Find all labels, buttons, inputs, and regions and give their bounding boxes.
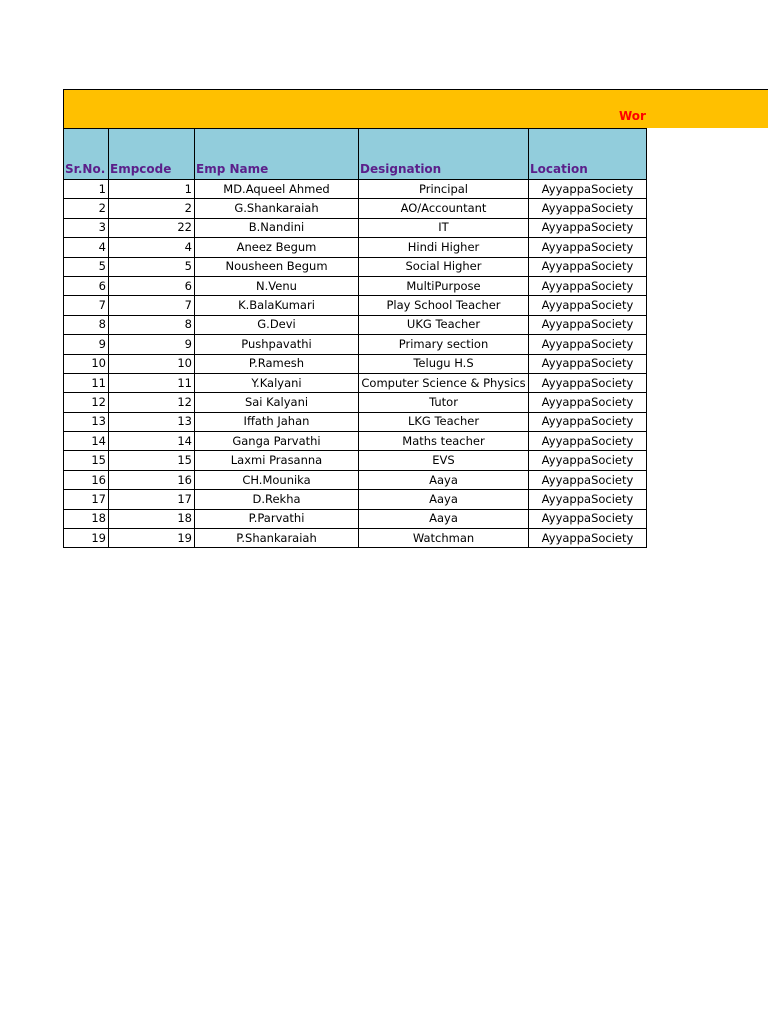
cell-empcode[interactable]: 22 bbox=[109, 218, 195, 237]
title-text: Wor bbox=[619, 109, 646, 123]
cell-emp-name[interactable]: Nousheen Begum bbox=[195, 257, 359, 276]
cell-location[interactable]: AyyappaSociety bbox=[529, 335, 647, 354]
cell-empcode[interactable]: 10 bbox=[109, 354, 195, 373]
cell-srno[interactable]: 10 bbox=[64, 354, 109, 373]
header-empcode[interactable]: Empcode bbox=[109, 129, 195, 180]
table-body bbox=[64, 180, 647, 548]
cell-emp-name[interactable]: K.BalaKumari bbox=[195, 296, 359, 315]
table-row bbox=[64, 218, 647, 237]
table-row bbox=[64, 432, 647, 451]
cell-designation[interactable]: Tutor bbox=[359, 393, 529, 412]
cell-designation[interactable]: Computer Science & Physics bbox=[359, 373, 529, 392]
cell-empcode[interactable]: 1 bbox=[109, 180, 195, 199]
cell-srno[interactable]: 7 bbox=[64, 296, 109, 315]
cell-empcode[interactable]: 14 bbox=[109, 432, 195, 451]
cell-empcode[interactable]: 2 bbox=[109, 199, 195, 218]
cell-empcode[interactable]: 6 bbox=[109, 276, 195, 295]
cell-designation[interactable]: Principal bbox=[359, 180, 529, 199]
cell-empcode[interactable]: 9 bbox=[109, 335, 195, 354]
cell-designation[interactable]: EVS bbox=[359, 451, 529, 470]
cell-emp-name[interactable]: Y.Kalyani bbox=[195, 373, 359, 392]
cell-emp-name[interactable]: Iffath Jahan bbox=[195, 412, 359, 431]
cell-emp-name[interactable]: P.Ramesh bbox=[195, 354, 359, 373]
cell-emp-name[interactable]: G.Devi bbox=[195, 315, 359, 334]
cell-designation[interactable]: Maths teacher bbox=[359, 432, 529, 451]
cell-empcode[interactable]: 19 bbox=[109, 529, 195, 548]
cell-location[interactable]: AyyappaSociety bbox=[529, 218, 647, 237]
table-row bbox=[64, 373, 647, 392]
cell-empcode[interactable]: 16 bbox=[109, 470, 195, 489]
header-empname[interactable]: Emp Name bbox=[195, 129, 359, 180]
cell-designation[interactable]: UKG Teacher bbox=[359, 315, 529, 334]
cell-emp-name[interactable]: D.Rekha bbox=[195, 490, 359, 509]
table-row bbox=[64, 180, 647, 199]
cell-location[interactable]: AyyappaSociety bbox=[529, 199, 647, 218]
cell-srno[interactable]: 11 bbox=[64, 373, 109, 392]
cell-srno[interactable]: 18 bbox=[64, 509, 109, 528]
cell-empcode[interactable]: 8 bbox=[109, 315, 195, 334]
cell-emp-name[interactable]: P.Parvathi bbox=[195, 509, 359, 528]
cell-srno[interactable]: 9 bbox=[64, 335, 109, 354]
table-row bbox=[64, 451, 647, 470]
table-row bbox=[64, 335, 647, 354]
cell-location[interactable]: AyyappaSociety bbox=[529, 180, 647, 199]
cell-location[interactable]: AyyappaSociety bbox=[529, 412, 647, 431]
cell-emp-name[interactable]: CH.Mounika bbox=[195, 470, 359, 489]
cell-empcode[interactable]: 13 bbox=[109, 412, 195, 431]
cell-srno[interactable]: 5 bbox=[64, 257, 109, 276]
header-row bbox=[64, 129, 647, 180]
employee-table bbox=[63, 128, 647, 548]
table-row bbox=[64, 315, 647, 334]
cell-empcode[interactable]: 11 bbox=[109, 373, 195, 392]
table-row bbox=[64, 257, 647, 276]
cell-location[interactable]: AyyappaSociety bbox=[529, 451, 647, 470]
cell-designation[interactable]: Play School Teacher bbox=[359, 296, 529, 315]
cell-designation[interactable]: Hindi Higher bbox=[359, 238, 529, 257]
cell-designation[interactable]: IT bbox=[359, 218, 529, 237]
cell-empcode[interactable]: 5 bbox=[109, 257, 195, 276]
cell-srno[interactable]: 13 bbox=[64, 412, 109, 431]
cell-location[interactable]: AyyappaSociety bbox=[529, 432, 647, 451]
table-row bbox=[64, 393, 647, 412]
cell-designation[interactable]: Aaya bbox=[359, 490, 529, 509]
cell-srno[interactable]: 16 bbox=[64, 470, 109, 489]
cell-emp-name[interactable]: MD.Aqueel Ahmed bbox=[195, 180, 359, 199]
cell-srno[interactable]: 17 bbox=[64, 490, 109, 509]
cell-emp-name[interactable]: P.Shankaraiah bbox=[195, 529, 359, 548]
table-row bbox=[64, 412, 647, 431]
table-row bbox=[64, 529, 647, 548]
cell-emp-name[interactable]: N.Venu bbox=[195, 276, 359, 295]
header-designation[interactable]: Designation bbox=[359, 129, 529, 180]
cell-location[interactable]: AyyappaSociety bbox=[529, 393, 647, 412]
cell-location[interactable]: AyyappaSociety bbox=[529, 257, 647, 276]
cell-empcode[interactable]: 17 bbox=[109, 490, 195, 509]
cell-location[interactable]: AyyappaSociety bbox=[529, 373, 647, 392]
cell-srno[interactable]: 4 bbox=[64, 238, 109, 257]
cell-designation[interactable]: Aaya bbox=[359, 509, 529, 528]
cell-srno[interactable]: 6 bbox=[64, 276, 109, 295]
cell-location[interactable]: AyyappaSociety bbox=[529, 296, 647, 315]
cell-srno[interactable]: 1 bbox=[64, 180, 109, 199]
cell-designation[interactable]: Telugu H.S bbox=[359, 354, 529, 373]
header-srno[interactable]: Sr.No. bbox=[64, 129, 109, 180]
cell-emp-name[interactable]: Sai Kalyani bbox=[195, 393, 359, 412]
cell-designation[interactable]: Primary section bbox=[359, 335, 529, 354]
cell-empcode[interactable]: 7 bbox=[109, 296, 195, 315]
cell-location[interactable]: AyyappaSociety bbox=[529, 276, 647, 295]
cell-designation[interactable]: AO/Accountant bbox=[359, 199, 529, 218]
cell-srno[interactable]: 3 bbox=[64, 218, 109, 237]
cell-emp-name[interactable]: Ganga Parvathi bbox=[195, 432, 359, 451]
cell-location[interactable]: AyyappaSociety bbox=[529, 238, 647, 257]
table-row bbox=[64, 296, 647, 315]
table-row bbox=[64, 509, 647, 528]
cell-designation[interactable]: Watchman bbox=[359, 529, 529, 548]
header-location[interactable]: Location bbox=[529, 129, 647, 180]
cell-designation[interactable]: LKG Teacher bbox=[359, 412, 529, 431]
cell-empcode[interactable]: 18 bbox=[109, 509, 195, 528]
cell-srno[interactable]: 19 bbox=[64, 529, 109, 548]
cell-location[interactable]: AyyappaSociety bbox=[529, 470, 647, 489]
cell-srno[interactable]: 14 bbox=[64, 432, 109, 451]
cell-location[interactable]: AyyappaSociety bbox=[529, 354, 647, 373]
cell-location[interactable]: AyyappaSociety bbox=[529, 529, 647, 548]
table-row bbox=[64, 199, 647, 218]
cell-emp-name[interactable]: Laxmi Prasanna bbox=[195, 451, 359, 470]
table-row bbox=[64, 354, 647, 373]
cell-emp-name[interactable]: B.Nandini bbox=[195, 218, 359, 237]
cell-location[interactable]: AyyappaSociety bbox=[529, 490, 647, 509]
cell-emp-name[interactable]: Pushpavathi bbox=[195, 335, 359, 354]
cell-designation[interactable]: MultiPurpose bbox=[359, 276, 529, 295]
table-row bbox=[64, 470, 647, 489]
cell-emp-name[interactable]: G.Shankaraiah bbox=[195, 199, 359, 218]
cell-empcode[interactable]: 4 bbox=[109, 238, 195, 257]
cell-location[interactable]: AyyappaSociety bbox=[529, 315, 647, 334]
cell-empcode[interactable]: 12 bbox=[109, 393, 195, 412]
table-row bbox=[64, 276, 647, 295]
cell-designation[interactable]: Social Higher bbox=[359, 257, 529, 276]
cell-emp-name[interactable]: Aneez Begum bbox=[195, 238, 359, 257]
cell-srno[interactable]: 12 bbox=[64, 393, 109, 412]
table-row bbox=[64, 490, 647, 509]
cell-srno[interactable]: 2 bbox=[64, 199, 109, 218]
title-band bbox=[63, 89, 768, 128]
table-row bbox=[64, 238, 647, 257]
cell-location[interactable]: AyyappaSociety bbox=[529, 509, 647, 528]
cell-srno[interactable]: 15 bbox=[64, 451, 109, 470]
cell-srno[interactable]: 8 bbox=[64, 315, 109, 334]
cell-empcode[interactable]: 15 bbox=[109, 451, 195, 470]
cell-designation[interactable]: Aaya bbox=[359, 470, 529, 489]
